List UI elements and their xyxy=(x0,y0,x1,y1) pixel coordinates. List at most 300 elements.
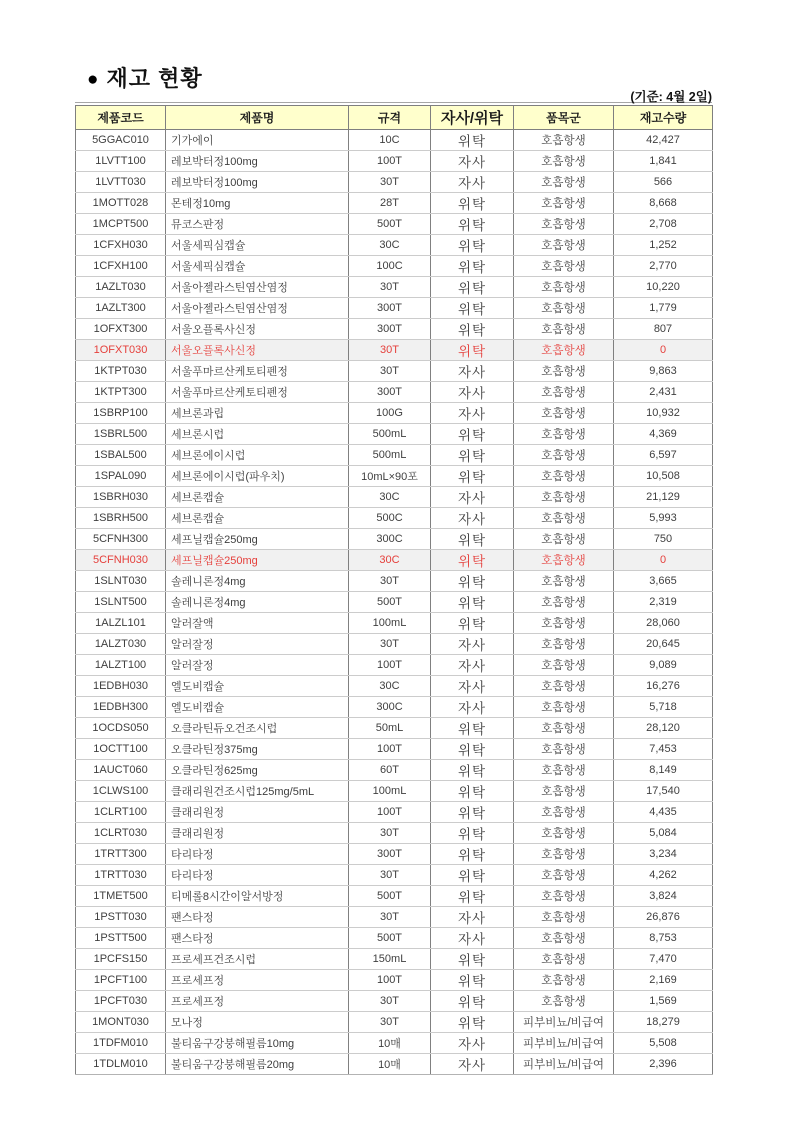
table-row xyxy=(76,823,713,844)
cell-group: 호흡항생 xyxy=(514,340,614,361)
cell-group: 호흡항생 xyxy=(514,613,614,634)
cell-spec: 100T xyxy=(349,970,431,991)
column-header-name: 제품명 xyxy=(166,106,349,130)
cell-name: 모나정 xyxy=(166,1012,349,1033)
cell-group: 호흡항생 xyxy=(514,298,614,319)
cell-qty: 8,149 xyxy=(614,760,713,781)
cell-qty: 807 xyxy=(614,319,713,340)
cell-qty: 3,234 xyxy=(614,844,713,865)
cell-code: 1MCPT500 xyxy=(76,214,166,235)
cell-code: 1OFXT030 xyxy=(76,340,166,361)
cell-code: 1PSTT500 xyxy=(76,928,166,949)
cell-type: 위탁 xyxy=(431,823,514,844)
cell-code: 1AUCT060 xyxy=(76,760,166,781)
cell-qty: 2,770 xyxy=(614,256,713,277)
cell-qty: 2,708 xyxy=(614,214,713,235)
column-header-group: 품목군 xyxy=(514,106,614,130)
cell-code: 1PCFS150 xyxy=(76,949,166,970)
cell-type: 자사 xyxy=(431,907,514,928)
cell-type: 위탁 xyxy=(431,613,514,634)
cell-name: 프로세프정 xyxy=(166,991,349,1012)
cell-qty: 1,779 xyxy=(614,298,713,319)
cell-code: 1CFXH030 xyxy=(76,235,166,256)
cell-code: 1SBRP100 xyxy=(76,403,166,424)
cell-name: 기가에이 xyxy=(166,130,349,151)
table-row xyxy=(76,256,713,277)
cell-code: 1TDLM010 xyxy=(76,1054,166,1075)
cell-type: 자사 xyxy=(431,172,514,193)
cell-spec: 500C xyxy=(349,508,431,529)
cell-qty: 9,089 xyxy=(614,655,713,676)
cell-name: 서울세픽심캡슐 xyxy=(166,235,349,256)
cell-group: 호흡항생 xyxy=(514,466,614,487)
table-row xyxy=(76,781,713,802)
cell-code: 1MONT030 xyxy=(76,1012,166,1033)
cell-name: 오클라틴정375mg xyxy=(166,739,349,760)
cell-qty: 7,470 xyxy=(614,949,713,970)
cell-code: 1CLRT030 xyxy=(76,823,166,844)
cell-type: 자사 xyxy=(431,361,514,382)
cell-qty: 4,369 xyxy=(614,424,713,445)
table-header-row xyxy=(76,106,713,130)
cell-type: 위탁 xyxy=(431,424,514,445)
cell-group: 호흡항생 xyxy=(514,676,614,697)
cell-spec: 30C xyxy=(349,676,431,697)
cell-qty: 21,129 xyxy=(614,487,713,508)
cell-type: 위탁 xyxy=(431,781,514,802)
table-row-zero-stock xyxy=(76,550,713,571)
table-row xyxy=(76,739,713,760)
cell-group: 호흡항생 xyxy=(514,361,614,382)
cell-spec: 150mL xyxy=(349,949,431,970)
cell-group: 호흡항생 xyxy=(514,193,614,214)
cell-qty: 3,824 xyxy=(614,886,713,907)
cell-type: 위탁 xyxy=(431,970,514,991)
cell-qty: 4,435 xyxy=(614,802,713,823)
bullet-circle-icon: ● xyxy=(87,68,99,90)
cell-type: 위탁 xyxy=(431,949,514,970)
cell-code: 1SPAL090 xyxy=(76,466,166,487)
cell-type: 위탁 xyxy=(431,844,514,865)
cell-type: 위탁 xyxy=(431,319,514,340)
cell-name: 서울오플록사신정 xyxy=(166,319,349,340)
cell-spec: 10매 xyxy=(349,1054,431,1075)
cell-group: 호흡항생 xyxy=(514,130,614,151)
cell-code: 1SBRL500 xyxy=(76,424,166,445)
cell-spec: 500mL xyxy=(349,424,431,445)
cell-name: 몬테정10mg xyxy=(166,193,349,214)
cell-code: 1CLRT100 xyxy=(76,802,166,823)
cell-type: 자사 xyxy=(431,382,514,403)
table-row xyxy=(76,382,713,403)
cell-code: 1SLNT030 xyxy=(76,571,166,592)
table-row xyxy=(76,886,713,907)
cell-type: 위탁 xyxy=(431,298,514,319)
cell-group: 호흡항생 xyxy=(514,508,614,529)
cell-qty: 566 xyxy=(614,172,713,193)
cell-spec: 300T xyxy=(349,298,431,319)
cell-name: 팬스타정 xyxy=(166,907,349,928)
cell-type: 자사 xyxy=(431,697,514,718)
cell-code: 1EDBH030 xyxy=(76,676,166,697)
cell-qty: 6,597 xyxy=(614,445,713,466)
cell-group: 피부비뇨/비급여 xyxy=(514,1033,614,1054)
table-row xyxy=(76,424,713,445)
cell-group: 호흡항생 xyxy=(514,760,614,781)
cell-group: 호흡항생 xyxy=(514,886,614,907)
cell-type: 위탁 xyxy=(431,256,514,277)
cell-name: 솔레니론정4mg xyxy=(166,592,349,613)
table-row xyxy=(76,235,713,256)
cell-group: 호흡항생 xyxy=(514,991,614,1012)
table-row xyxy=(76,445,713,466)
cell-group: 호흡항생 xyxy=(514,844,614,865)
cell-type: 위탁 xyxy=(431,277,514,298)
cell-name: 서울오플록사신정 xyxy=(166,340,349,361)
cell-name: 서울아젤라스틴염산염정 xyxy=(166,298,349,319)
cell-qty: 1,569 xyxy=(614,991,713,1012)
cell-spec: 30T xyxy=(349,991,431,1012)
cell-name: 프로세프정 xyxy=(166,970,349,991)
cell-spec: 10매 xyxy=(349,1033,431,1054)
cell-qty: 5,508 xyxy=(614,1033,713,1054)
cell-code: 1SLNT500 xyxy=(76,592,166,613)
table-row xyxy=(76,592,713,613)
cell-qty: 7,453 xyxy=(614,739,713,760)
cell-spec: 500mL xyxy=(349,445,431,466)
cell-group: 호흡항생 xyxy=(514,781,614,802)
report-content xyxy=(75,64,712,1075)
cell-group: 호흡항생 xyxy=(514,172,614,193)
cell-group: 호흡항생 xyxy=(514,382,614,403)
table-row xyxy=(76,130,713,151)
cell-name: 솔레니론정4mg xyxy=(166,571,349,592)
cell-type: 위탁 xyxy=(431,550,514,571)
cell-type: 위탁 xyxy=(431,865,514,886)
cell-code: 1OCDS050 xyxy=(76,718,166,739)
cell-code: 1TRTT300 xyxy=(76,844,166,865)
cell-spec: 30C xyxy=(349,235,431,256)
cell-name: 세브론과립 xyxy=(166,403,349,424)
cell-type: 위탁 xyxy=(431,1012,514,1033)
cell-spec: 30T xyxy=(349,634,431,655)
cell-spec: 100T xyxy=(349,655,431,676)
table-row xyxy=(76,1033,713,1054)
cell-spec: 30T xyxy=(349,865,431,886)
cell-spec: 10C xyxy=(349,130,431,151)
cell-type: 위탁 xyxy=(431,802,514,823)
cell-code: 1OCTT100 xyxy=(76,739,166,760)
cell-name: 세브론에이시럽 xyxy=(166,445,349,466)
cell-group: 호흡항생 xyxy=(514,403,614,424)
column-header-code: 제품코드 xyxy=(76,106,166,130)
cell-name: 프로세프건조시럽 xyxy=(166,949,349,970)
cell-group: 호흡항생 xyxy=(514,277,614,298)
cell-group: 호흡항생 xyxy=(514,823,614,844)
table-row xyxy=(76,970,713,991)
header-divider xyxy=(75,102,712,103)
cell-type: 위탁 xyxy=(431,760,514,781)
cell-group: 호흡항생 xyxy=(514,256,614,277)
cell-group: 호흡항생 xyxy=(514,928,614,949)
cell-group: 호흡항생 xyxy=(514,487,614,508)
cell-qty: 2,431 xyxy=(614,382,713,403)
table-row xyxy=(76,991,713,1012)
cell-qty: 5,084 xyxy=(614,823,713,844)
cell-qty: 17,540 xyxy=(614,781,713,802)
cell-name: 세브론에이시럽(파우치) xyxy=(166,466,349,487)
cell-group: 피부비뇨/비급여 xyxy=(514,1012,614,1033)
cell-qty: 2,396 xyxy=(614,1054,713,1075)
cell-group: 호흡항생 xyxy=(514,718,614,739)
cell-qty: 20,645 xyxy=(614,634,713,655)
cell-group: 호흡항생 xyxy=(514,739,614,760)
cell-spec: 300T xyxy=(349,382,431,403)
cell-code: 1MOTT028 xyxy=(76,193,166,214)
cell-code: 1PSTT030 xyxy=(76,907,166,928)
cell-type: 위탁 xyxy=(431,193,514,214)
cell-code: 1SBRH030 xyxy=(76,487,166,508)
cell-type: 자사 xyxy=(431,676,514,697)
table-row xyxy=(76,802,713,823)
cell-group: 호흡항생 xyxy=(514,529,614,550)
table-row xyxy=(76,613,713,634)
cell-group: 호흡항생 xyxy=(514,949,614,970)
table-row xyxy=(76,1054,713,1075)
table-row xyxy=(76,634,713,655)
cell-qty: 8,753 xyxy=(614,928,713,949)
cell-type: 위탁 xyxy=(431,886,514,907)
cell-code: 1AZLT300 xyxy=(76,298,166,319)
cell-name: 레보박터정100mg xyxy=(166,151,349,172)
cell-spec: 500T xyxy=(349,928,431,949)
cell-name: 팬스타정 xyxy=(166,928,349,949)
table-row xyxy=(76,697,713,718)
cell-spec: 500T xyxy=(349,886,431,907)
table-row xyxy=(76,865,713,886)
cell-group: 호흡항생 xyxy=(514,235,614,256)
cell-qty: 10,932 xyxy=(614,403,713,424)
cell-spec: 30T xyxy=(349,277,431,298)
cell-group: 호흡항생 xyxy=(514,907,614,928)
cell-type: 자사 xyxy=(431,508,514,529)
cell-name: 클래리원건조시럽125mg/5mL xyxy=(166,781,349,802)
cell-name: 불티움구강붕해필름10mg xyxy=(166,1033,349,1054)
table-row xyxy=(76,487,713,508)
cell-qty: 10,220 xyxy=(614,277,713,298)
cell-name: 서울세픽심캡슐 xyxy=(166,256,349,277)
table-row xyxy=(76,655,713,676)
cell-spec: 300T xyxy=(349,319,431,340)
cell-type: 위탁 xyxy=(431,214,514,235)
cell-group: 호흡항생 xyxy=(514,151,614,172)
cell-spec: 10mL×90포 xyxy=(349,466,431,487)
table-row xyxy=(76,949,713,970)
cell-spec: 30C xyxy=(349,487,431,508)
cell-spec: 30T xyxy=(349,1012,431,1033)
table-row xyxy=(76,529,713,550)
table-row xyxy=(76,571,713,592)
cell-name: 불티움구강붕해필름20mg xyxy=(166,1054,349,1075)
cell-type: 자사 xyxy=(431,487,514,508)
cell-name: 오클라틴듀오건조시럽 xyxy=(166,718,349,739)
cell-spec: 300T xyxy=(349,844,431,865)
cell-name: 알러잘액 xyxy=(166,613,349,634)
cell-qty: 1,841 xyxy=(614,151,713,172)
cell-qty: 750 xyxy=(614,529,713,550)
cell-group: 호흡항생 xyxy=(514,655,614,676)
cell-name: 서울푸마르산케토티펜정 xyxy=(166,382,349,403)
cell-spec: 100T xyxy=(349,802,431,823)
table-row-zero-stock xyxy=(76,340,713,361)
cell-code: 1TRTT030 xyxy=(76,865,166,886)
cell-group: 호흡항생 xyxy=(514,697,614,718)
cell-name: 알러잘정 xyxy=(166,634,349,655)
table-row xyxy=(76,298,713,319)
cell-group: 호흡항생 xyxy=(514,802,614,823)
cell-spec: 300C xyxy=(349,529,431,550)
cell-qty: 9,863 xyxy=(614,361,713,382)
column-header-spec: 규격 xyxy=(349,106,431,130)
table-row xyxy=(76,403,713,424)
cell-qty: 2,169 xyxy=(614,970,713,991)
cell-spec: 500T xyxy=(349,592,431,613)
table-row xyxy=(76,214,713,235)
cell-name: 뮤코스판정 xyxy=(166,214,349,235)
cell-group: 호흡항생 xyxy=(514,445,614,466)
cell-type: 위탁 xyxy=(431,991,514,1012)
table-row xyxy=(76,193,713,214)
cell-type: 자사 xyxy=(431,655,514,676)
cell-type: 위탁 xyxy=(431,529,514,550)
cell-spec: 30T xyxy=(349,172,431,193)
cell-spec: 300C xyxy=(349,697,431,718)
table-row xyxy=(76,928,713,949)
cell-code: 1LVTT100 xyxy=(76,151,166,172)
cell-spec: 50mL xyxy=(349,718,431,739)
table-row xyxy=(76,466,713,487)
cell-spec: 100G xyxy=(349,403,431,424)
table-row xyxy=(76,319,713,340)
cell-code: 1TMET500 xyxy=(76,886,166,907)
cell-qty: 5,993 xyxy=(614,508,713,529)
cell-qty: 0 xyxy=(614,550,713,571)
cell-group: 호흡항생 xyxy=(514,319,614,340)
cell-name: 세브론캡슐 xyxy=(166,508,349,529)
cell-name: 엘도비캡슐 xyxy=(166,697,349,718)
cell-spec: 30T xyxy=(349,361,431,382)
cell-code: 1KTPT030 xyxy=(76,361,166,382)
cell-name: 서울아젤라스틴염산염정 xyxy=(166,277,349,298)
cell-spec: 100mL xyxy=(349,781,431,802)
cell-code: 1LVTT030 xyxy=(76,172,166,193)
cell-qty: 8,668 xyxy=(614,193,713,214)
cell-name: 세프닐캡슐250mg xyxy=(166,550,349,571)
cell-type: 자사 xyxy=(431,1033,514,1054)
table-row xyxy=(76,676,713,697)
cell-type: 위탁 xyxy=(431,466,514,487)
cell-code: 1CLWS100 xyxy=(76,781,166,802)
cell-code: 1TDFM010 xyxy=(76,1033,166,1054)
cell-group: 호흡항생 xyxy=(514,634,614,655)
cell-code: 1EDBH300 xyxy=(76,697,166,718)
cell-qty: 16,276 xyxy=(614,676,713,697)
cell-code: 1AZLT030 xyxy=(76,277,166,298)
cell-qty: 28,120 xyxy=(614,718,713,739)
cell-group: 호흡항생 xyxy=(514,571,614,592)
cell-spec: 60T xyxy=(349,760,431,781)
cell-spec: 100mL xyxy=(349,613,431,634)
cell-code: 1OFXT300 xyxy=(76,319,166,340)
cell-code: 1PCFT100 xyxy=(76,970,166,991)
cell-code: 5GGAC010 xyxy=(76,130,166,151)
cell-name: 티메롤8시간이알서방정 xyxy=(166,886,349,907)
cell-qty: 2,319 xyxy=(614,592,713,613)
table-row xyxy=(76,718,713,739)
cell-name: 오클라틴정625mg xyxy=(166,760,349,781)
cell-type: 위탁 xyxy=(431,592,514,613)
cell-code: 5CFNH030 xyxy=(76,550,166,571)
cell-group: 호흡항생 xyxy=(514,970,614,991)
table-row xyxy=(76,361,713,382)
table-row xyxy=(76,844,713,865)
table-row xyxy=(76,277,713,298)
cell-qty: 10,508 xyxy=(614,466,713,487)
cell-name: 엘도비캡슐 xyxy=(166,676,349,697)
cell-qty: 18,279 xyxy=(614,1012,713,1033)
cell-group: 피부비뇨/비급여 xyxy=(514,1054,614,1075)
cell-code: 1SBAL500 xyxy=(76,445,166,466)
column-header-type: 자사/위탁 xyxy=(431,106,514,130)
cell-code: 1ALZT030 xyxy=(76,634,166,655)
table-row xyxy=(76,907,713,928)
cell-code: 1CFXH100 xyxy=(76,256,166,277)
cell-type: 위탁 xyxy=(431,130,514,151)
cell-qty: 28,060 xyxy=(614,613,713,634)
table-row xyxy=(76,1012,713,1033)
cell-type: 위탁 xyxy=(431,340,514,361)
cell-name: 알러잘정 xyxy=(166,655,349,676)
cell-name: 레보박터정100mg xyxy=(166,172,349,193)
cell-type: 위탁 xyxy=(431,739,514,760)
cell-spec: 30C xyxy=(349,550,431,571)
cell-type: 자사 xyxy=(431,1054,514,1075)
cell-group: 호흡항생 xyxy=(514,592,614,613)
cell-name: 세브론시럽 xyxy=(166,424,349,445)
cell-spec: 30T xyxy=(349,340,431,361)
cell-name: 클래리원정 xyxy=(166,802,349,823)
cell-qty: 3,665 xyxy=(614,571,713,592)
cell-type: 위탁 xyxy=(431,235,514,256)
cell-type: 자사 xyxy=(431,151,514,172)
cell-spec: 28T xyxy=(349,193,431,214)
cell-qty: 4,262 xyxy=(614,865,713,886)
cell-name: 세프닐캡슐250mg xyxy=(166,529,349,550)
cell-spec: 100T xyxy=(349,739,431,760)
cell-spec: 30T xyxy=(349,571,431,592)
page-title: 재고 현황 xyxy=(106,65,203,91)
cell-spec: 30T xyxy=(349,823,431,844)
cell-name: 타리타정 xyxy=(166,844,349,865)
cell-spec: 100C xyxy=(349,256,431,277)
cell-code: 1PCFT030 xyxy=(76,991,166,1012)
cell-type: 자사 xyxy=(431,403,514,424)
cell-type: 위탁 xyxy=(431,571,514,592)
cell-type: 위탁 xyxy=(431,445,514,466)
title-row xyxy=(87,64,712,94)
cell-qty: 42,427 xyxy=(614,130,713,151)
table-row xyxy=(76,508,713,529)
